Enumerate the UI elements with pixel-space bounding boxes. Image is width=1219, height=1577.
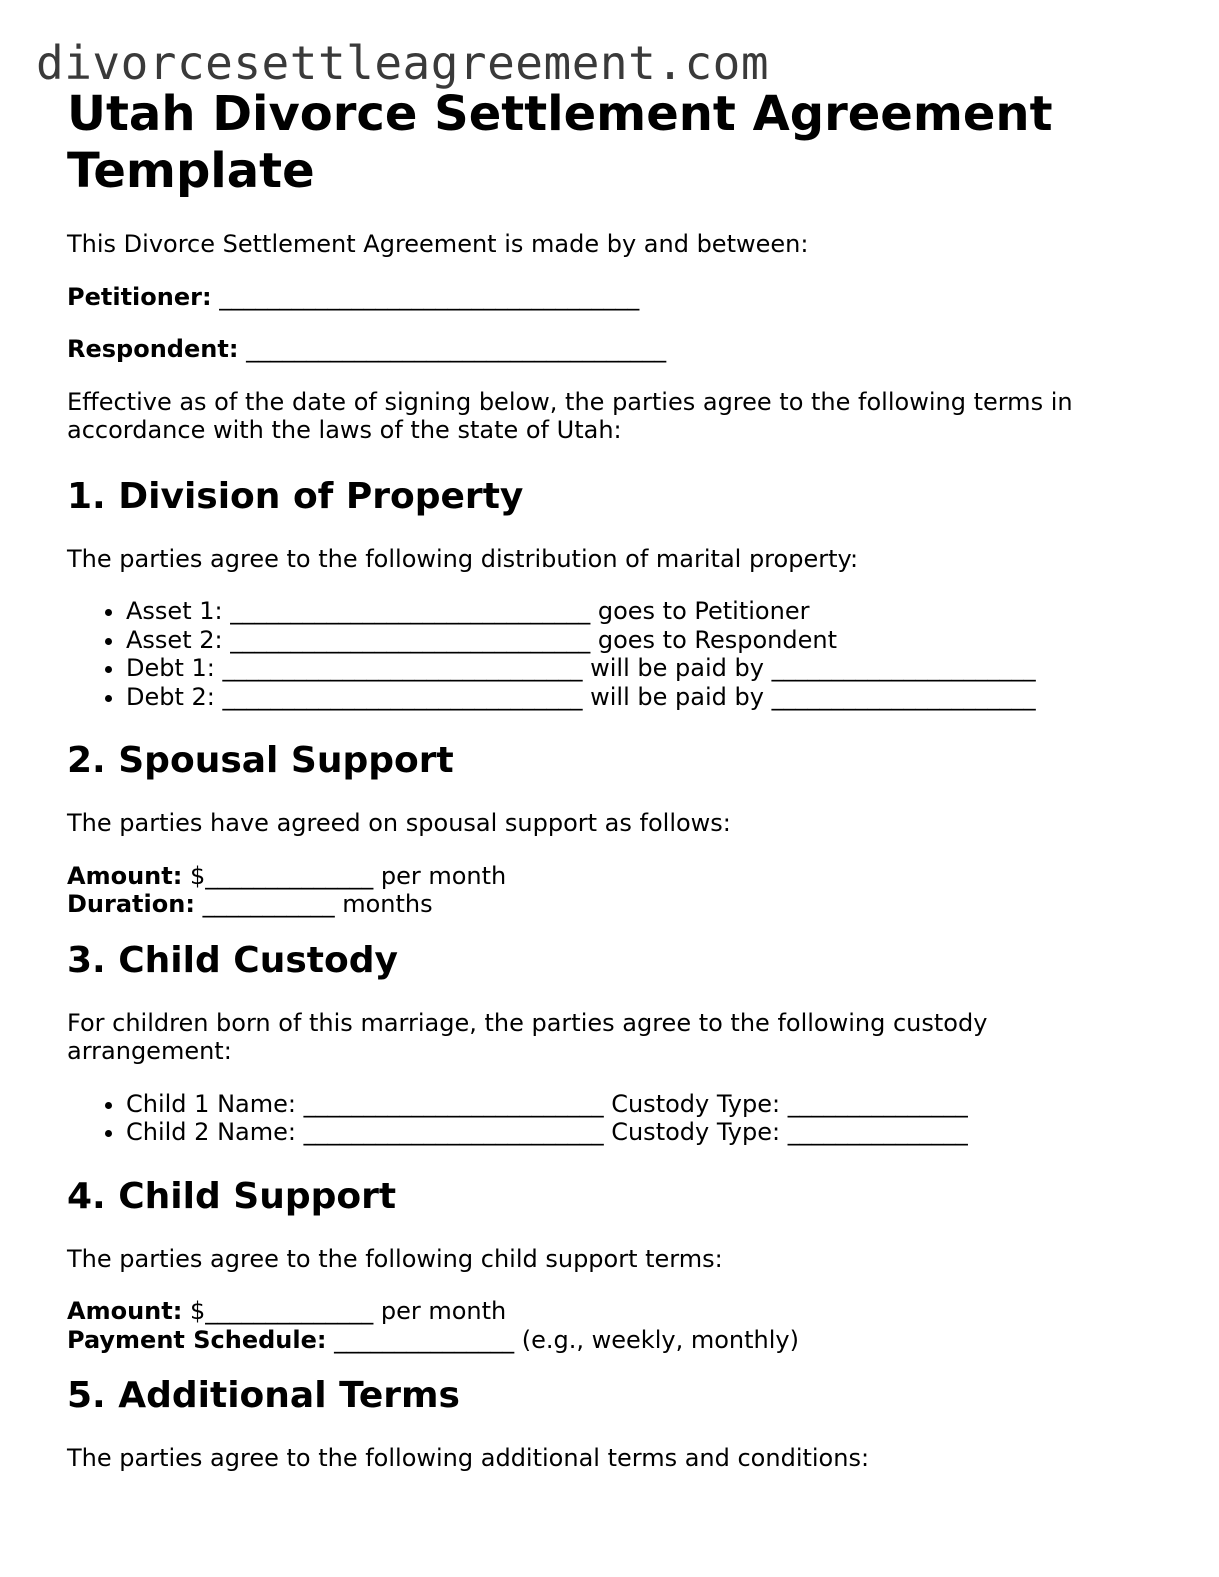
custody-list	[67, 1090, 1167, 1147]
section-intro-child-support: The parties agree to the following child support terms:	[67, 1244, 723, 1273]
petitioner-blank: ___________________________________	[219, 282, 640, 311]
petitioner-label: Petitioner:	[67, 282, 212, 311]
child-support-fields	[67, 1297, 1167, 1354]
section-heading-child-support: 4. Child Support	[67, 1175, 397, 1217]
section-heading-additional-terms: 5. Additional Terms	[67, 1375, 460, 1416]
list-item: • Asset 1: ______________________________ goes to Petitioner	[126, 597, 1167, 626]
petitioner-field	[67, 283, 1167, 312]
respondent-label: Respondent:	[67, 335, 239, 363]
intro-text: This Divorce Settlement Agreement is made by and between:	[67, 230, 809, 258]
list-item: • Child 2 Name: _________________________ Custody Type: _______________	[126, 1118, 1167, 1147]
respondent-blank: ___________________________________	[246, 335, 667, 363]
child-support-amount-line	[67, 1297, 1167, 1326]
spousal-amount-value: $______________ per month	[189, 861, 507, 890]
spousal-amount-label: Amount:	[67, 861, 183, 890]
payment-schedule-line	[67, 1326, 1167, 1355]
payment-schedule-value: _______________ (e.g., weekly, monthly)	[334, 1325, 799, 1354]
document-page	[67, 86, 1167, 1497]
spousal-duration-value: ___________ months	[202, 890, 433, 918]
spousal-duration-label: Duration:	[67, 890, 195, 918]
effective-text: Effective as of the date of signing below, the parties agree to the following terms in accordance with the laws of the state of Utah:	[67, 387, 1073, 444]
spousal-amount-line	[67, 862, 1167, 891]
watermark-site-name: divorcesettleagreement.com	[36, 36, 770, 90]
section-intro-spousal-support: The parties have agreed on spousal support as follows:	[67, 809, 731, 837]
section-intro-property: The parties agree to the following distribution of marital property:	[67, 544, 859, 573]
section-intro-child-custody: For children born of this marriage, the parties agree to the following custody arrangement:	[67, 1008, 988, 1065]
spousal-duration-line	[67, 890, 1167, 919]
list-item: • Asset 2: ______________________________ goes to Respondent	[126, 626, 1167, 655]
document-title: Utah Divorce Settlement Agreement Template	[67, 86, 1053, 199]
respondent-field	[67, 335, 1167, 364]
payment-schedule-label: Payment Schedule:	[67, 1325, 327, 1354]
section-heading-property: 1. Division of Property	[67, 475, 524, 517]
section-intro-additional-terms: The parties agree to the following additional terms and conditions:	[67, 1444, 870, 1472]
child-support-amount-label: Amount:	[67, 1297, 183, 1325]
list-item: • Debt 2: ______________________________ will be paid by ______________________	[126, 683, 1167, 712]
child-support-amount-value: $______________ per month	[189, 1297, 507, 1325]
property-list	[67, 597, 1167, 711]
section-heading-spousal-support: 2. Spousal Support	[67, 740, 454, 781]
list-item: • Debt 1: ______________________________ will be paid by ______________________	[126, 654, 1167, 683]
section-heading-child-custody: 3. Child Custody	[67, 939, 398, 981]
list-item: • Child 1 Name: _________________________ Custody Type: _______________	[126, 1090, 1167, 1119]
spousal-support-fields	[67, 862, 1167, 919]
